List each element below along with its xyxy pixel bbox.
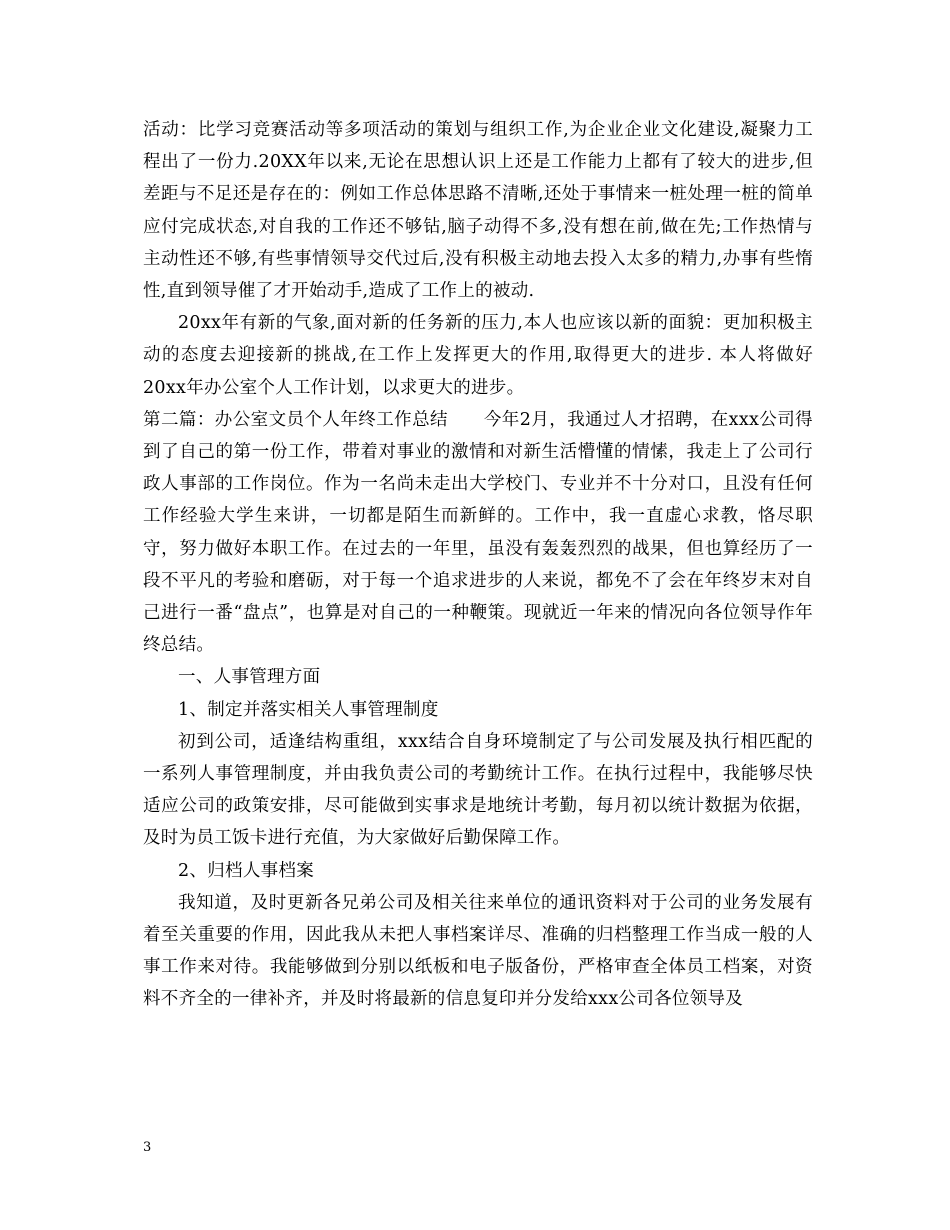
paragraph-5: 我知道，及时更新各兄弟公司及相关往来单位的通讯资料对于公司的业务发展有着至关重要的作用，因此我从未把人事档案详尽、准确的归档整理工作当成一般的人事工作来对待。我能够做到分别以纸板和电子版备份，严格审查全体员工档案，对资料不齐全的一律补齐，并及时将最新的信息复印并分发给xxx公司各位领导及 — [143, 892, 813, 1010]
section-heading-personnel: 一、人事管理方面 — [178, 667, 321, 688]
paragraph-1: 活动：比学习竞赛活动等多项活动的策划与组织工作,为企业企业文化建设,凝聚力工程出了一份力.20XX年以来,无论在思想认识上还是工作能力上都有了较大的进步,但差距与不足还是存在的：例如工作总体思路不清晰,还处于事情来一桩处理一桩的简单应付完成状态,对自我的工作还不够钻,脑子动得不多,没有想在前,做在先;工作热情与主动性还不够,有些事情领导交代过后,没有积极主动地去投入太多的精力,办事有些惰性,直到领导催了才开始动手,造成了工作上的被动. — [143, 120, 813, 302]
paragraph-4: 初到公司，适逢结构重组，xxx结合自身环境制定了与公司发展及执行相匹配的一系列人事管理制度，并由我负责公司的考勤统计工作。在执行过程中，我能够尽快适应公司的政策安排，尽可能做到实事求是地统计考勤，每月初以统计数据为依据，及时为员工饭卡进行充值，为大家做好后勤保障工作。 — [143, 731, 813, 849]
subheading-2: 2、归档人事档案 — [178, 860, 315, 881]
body-text — [143, 114, 813, 1016]
subheading-1: 1、制定并落实相关人事管理制度 — [178, 699, 439, 720]
paragraph-2: 20xx年有新的气象,面对新的任务新的压力,本人也应该以新的面貌：更加积极主动的态度去迎接新的挑战,在工作上发挥更大的作用,取得更大的进步. 本人将做好20xx年办公室个人工作计划，以求更大的进步。 — [143, 313, 813, 398]
paragraph-3: 第二篇：办公室文员个人年终工作总结 今年2月，我通过人才招聘，在xxx公司得到了自己的第一份工作，带着对事业的激情和对新生活懵懂的情愫，我走上了公司行政人事部的工作岗位。作为一名尚未走出大学校门、专业并不十分对口，且没有任何工作经验大学生来讲，一切都是陌生而新鲜的。工作中，我一直虚心求教，恪尽职守，努力做好本职工作。在过去的一年里，虽没有轰轰烈烈的战果，但也算经历了一段不平凡的考验和磨砺，对于每一个追求进步的人来说，都免不了会在年终岁末对自己进行一番“盘点”，也算是对自己的一种鞭策。现就近一年来的情况向各位领导作年终总结。 — [143, 409, 813, 656]
page-number: 3 — [143, 1140, 152, 1155]
